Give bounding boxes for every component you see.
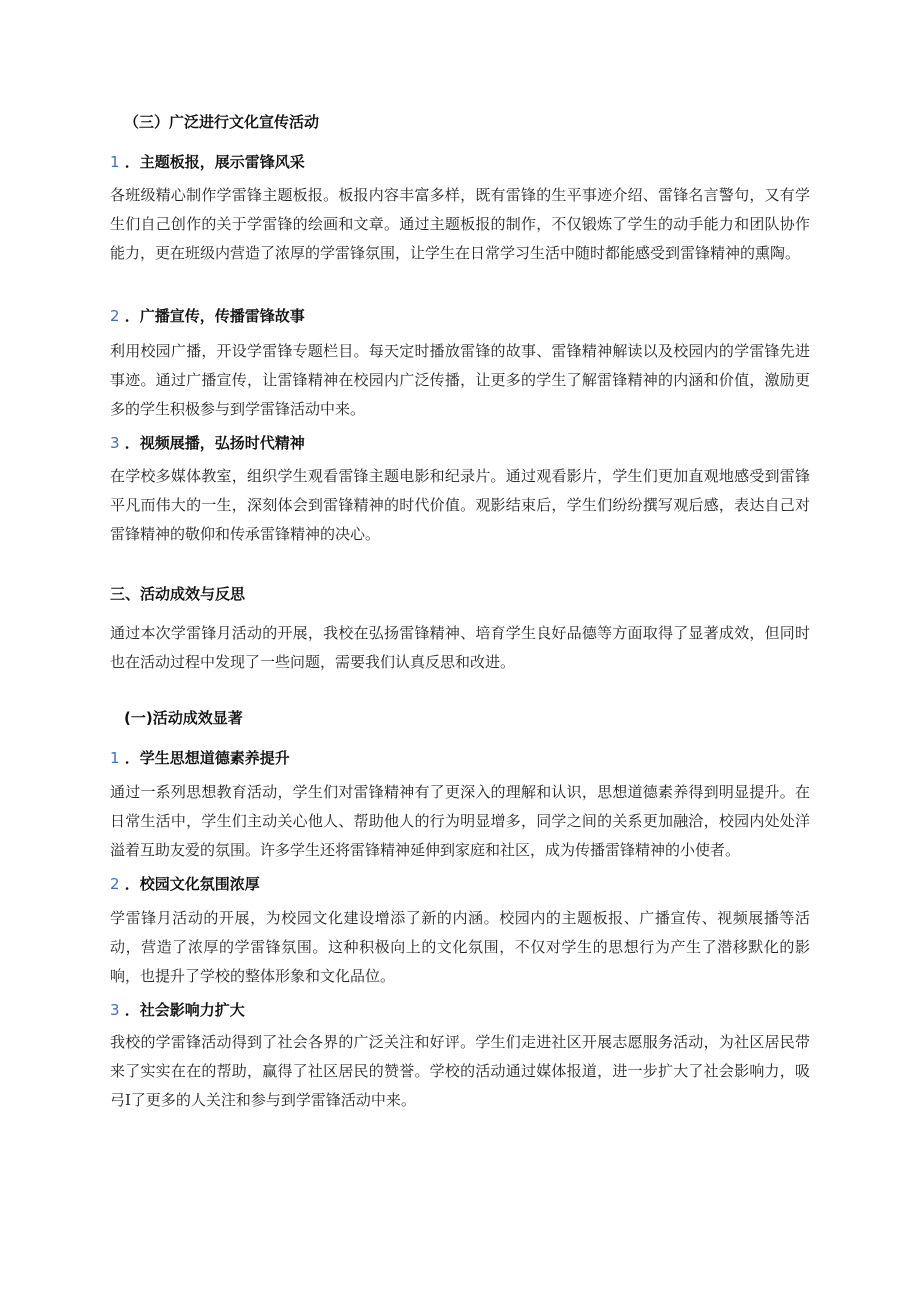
paragraph: 通过本次学雷锋月活动的开展，我校在弘扬雷锋精神、培育学生良好品德等方面取得了显著成效，但同时也在活动过程中发现了一些问题，需要我们认真反思和改进。 [110,624,810,671]
item-heading [110,1000,245,1020]
item-number: 2 [110,875,120,893]
item-heading [110,433,305,453]
item-number: 3 [110,434,120,452]
subsection-heading: (一)活动成效显著 [124,709,243,727]
item-title: ．广播宣传，传播雷锋故事 [124,307,305,325]
item-number: 2 [110,307,120,325]
item-title: ．校园文化氛围浓厚 [124,875,260,893]
item-number: 1 [110,749,120,767]
section-heading: （三）广泛进行文化宣传活动 [124,113,320,131]
item-title: ．视频展播，弘扬时代精神 [124,434,305,452]
item-title: ．学生思想道德素养提升 [124,749,290,767]
item-number: 3 [110,1001,120,1019]
item-heading [110,152,305,172]
item-heading [110,748,290,768]
item-number: 1 [110,153,120,171]
paragraph: 我校的学雷锋活动得到了社会各界的广泛关注和好评。学生们走进社区开展志愿服务活动，为社区居民带来了实实在在的帮助，赢得了社区居民的赞誉。学校的活动通过媒体报道，进一步扩大了社会影响力，吸弓I了更多的人关注和参与到学雷锋活动中来。 [110,1033,810,1109]
item-heading [110,874,260,894]
item-heading [110,306,305,326]
paragraph: 学雷锋月活动的开展，为校园文化建设增添了新的内涵。校园内的主题板报、广播宣传、视频展播等活动，营造了浓厚的学雷锋氛围。这种积极向上的文化氛围，不仅对学生的思想行为产生了潜移默化的影响，也提升了学校的整体形象和文化品位。 [110,909,810,985]
paragraph: 在学校多媒体教室，组织学生观看雷锋主题电影和纪录片。通过观看影片，学生们更加直观地感受到雷锋平凡而伟大的一生，深刻体会到雷锋精神的时代价值。观影结束后，学生们纷纷撰写观后感，表达自己对雷锋精神的敬仰和传承雷锋精神的决心。 [110,467,810,543]
item-title: ．社会影响力扩大 [124,1001,245,1019]
paragraph: 利用校园广播，开设学雷锋专题栏目。每天定时播放雷锋的故事、雷锋精神解读以及校园内的学雷锋先进事迹。通过广播宣传，让雷锋精神在校园内广泛传播，让更多的学生了解雷锋精神的内涵和价值，激励更多的学生积极参与到学雷锋活动中来。 [110,342,810,418]
item-title: ．主题板报，展示雷锋风采 [124,153,305,171]
paragraph: 各班级精心制作学雷锋主题板报。板报内容丰富多样，既有雷锋的生平事迹介绍、雷锋名言警句，又有学生们自己创作的关于学雷锋的绘画和文章。通过主题板报的制作，不仅锻炼了学生的动手能力和团队协作能力，更在班级内营造了浓厚的学雷锋氛围，让学生在日常学习生活中随时都能感受到雷锋精神的熏陶。 [110,186,810,262]
paragraph: 通过一系列思想教育活动，学生们对雷锋精神有了更深入的理解和认识，思想道德素养得到明显提升。在日常生活中，学生们主动关心他人、帮助他人的行为明显增多，同学之间的关系更加融洽，校园内处处洋溢着互助友爱的氛围。许多学生还将雷锋精神延伸到家庭和社区，成为传播雷锋精神的小使者。 [110,783,810,859]
section-heading: 三、活动成效与反思 [110,585,246,603]
